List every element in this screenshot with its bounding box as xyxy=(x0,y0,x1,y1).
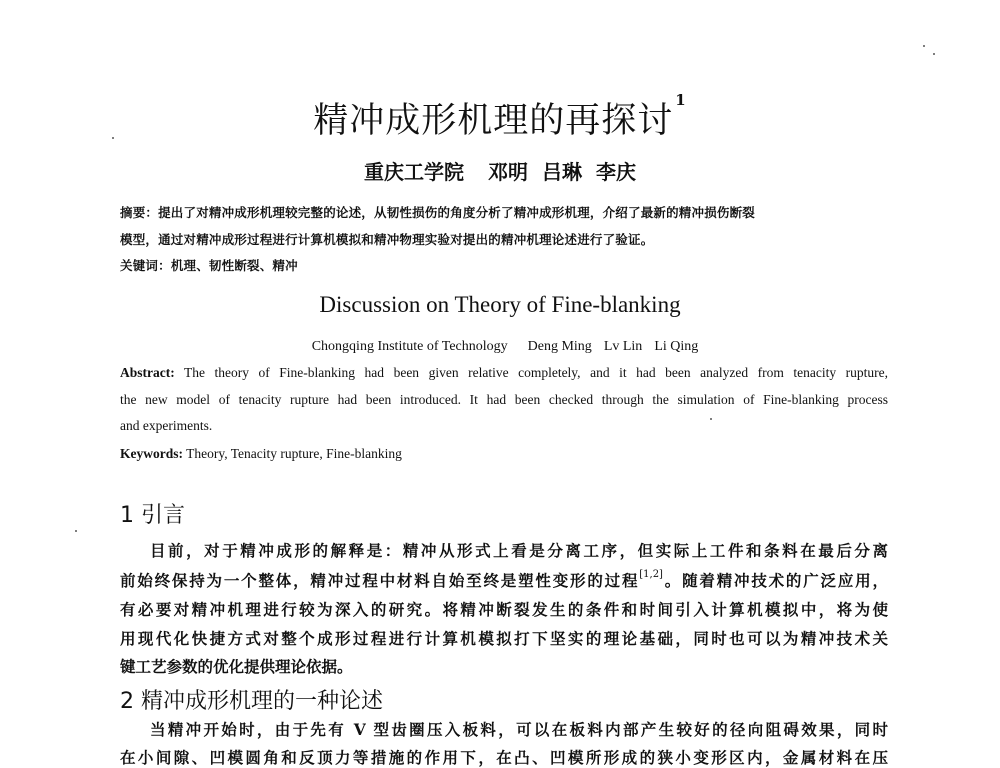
paper-title-zh xyxy=(0,93,1000,143)
author-zh: 李庆 xyxy=(596,160,636,184)
section-heading: 2 精冲成形机理的一种论述 xyxy=(120,689,383,714)
scan-speck xyxy=(75,530,77,532)
scan-speck xyxy=(933,53,935,55)
abstract-zh-line: 模型，通过对精冲成形过程进行计算机模拟和精冲物理实验对提出的精冲机理论述进行了验证。 xyxy=(120,232,654,247)
author-en: Deng Ming xyxy=(527,339,592,354)
abstract-en-label: Abstract: xyxy=(120,365,175,380)
keywords-en-label: Keywords: xyxy=(120,446,183,461)
body-line: 有必要对精冲机理进行较为深入的研究。将精冲断裂发生的条件和时间引入计算机模拟中，将为使 xyxy=(120,600,888,619)
scan-speck xyxy=(923,45,925,47)
affiliation-zh: 重庆工学院 xyxy=(364,160,464,184)
abstract-en-line: the new model of tenacity rupture had been introduced. It had been checked through the simulation of Fine-blanking process xyxy=(120,392,888,407)
abstract-en-line: and experiments. xyxy=(120,418,213,433)
body-line: 当精冲开始时，由于先有 V 型齿圈压入板料，可以在板料内部产生较好的径向阻碍效果，同时 xyxy=(150,720,888,739)
body-line: 用现代化快捷方式对整个成形过程进行计算机模拟打下坚实的理论基础，同时也可以为精冲技术关 xyxy=(120,629,888,648)
body-line: 在小间隙、凹模圆角和反顶力等措施的作用下，在凸、凹模所形成的狭小变形区内，金属材料在压 xyxy=(120,748,888,767)
affiliation-en: Chongqing Institute of Technology xyxy=(311,339,508,354)
body-line: 前始终保持为一个整体，精冲过程中材料自始至终是塑性变形的过程[1,2]。随着精冲技术的广泛应用， xyxy=(120,569,888,590)
author-en: Lv Lin xyxy=(603,339,643,354)
abstract-en-line: Abstract: The theory of Fine-blanking had been given relative completely, and it had been analyzed from tenacity rupture, xyxy=(120,365,888,380)
title-footnote-mark: 1 xyxy=(675,91,687,109)
authors-zh xyxy=(0,156,1000,185)
section-heading: 1 引言 xyxy=(120,503,185,528)
author-zh: 邓明 xyxy=(488,160,528,184)
body-line: 键工艺参数的优化提供理论依据。 xyxy=(120,657,353,676)
keywords-zh-label: 关键词： xyxy=(120,258,171,273)
paper-title-en: Discussion on Theory of Fine-blanking xyxy=(319,292,681,317)
scan-speck xyxy=(710,418,712,420)
body-line: 目前，对于精冲成形的解释是：精冲从形式上看是分离工序，但实际上工件和条料在最后分离 xyxy=(150,541,888,560)
keywords-zh: 关键词：机理、韧性断裂、精冲 xyxy=(120,258,298,273)
author-en: Li Qing xyxy=(654,339,699,354)
citation: [1,2] xyxy=(639,569,663,580)
keywords-en: Keywords: Theory, Tenacity rupture, Fine-blanking xyxy=(120,446,402,461)
abstract-zh-label: 摘要： xyxy=(120,205,159,220)
abstract-zh-line: 摘要：提出了对精冲成形机理较完整的论述，从韧性损伤的角度分析了精冲成形机理，介绍了最新的精冲损伤断裂 xyxy=(120,205,756,220)
author-zh: 吕琳 xyxy=(542,160,582,184)
title-text: 精冲成形机理的再探讨 xyxy=(313,101,674,141)
authors-en xyxy=(0,339,1000,355)
